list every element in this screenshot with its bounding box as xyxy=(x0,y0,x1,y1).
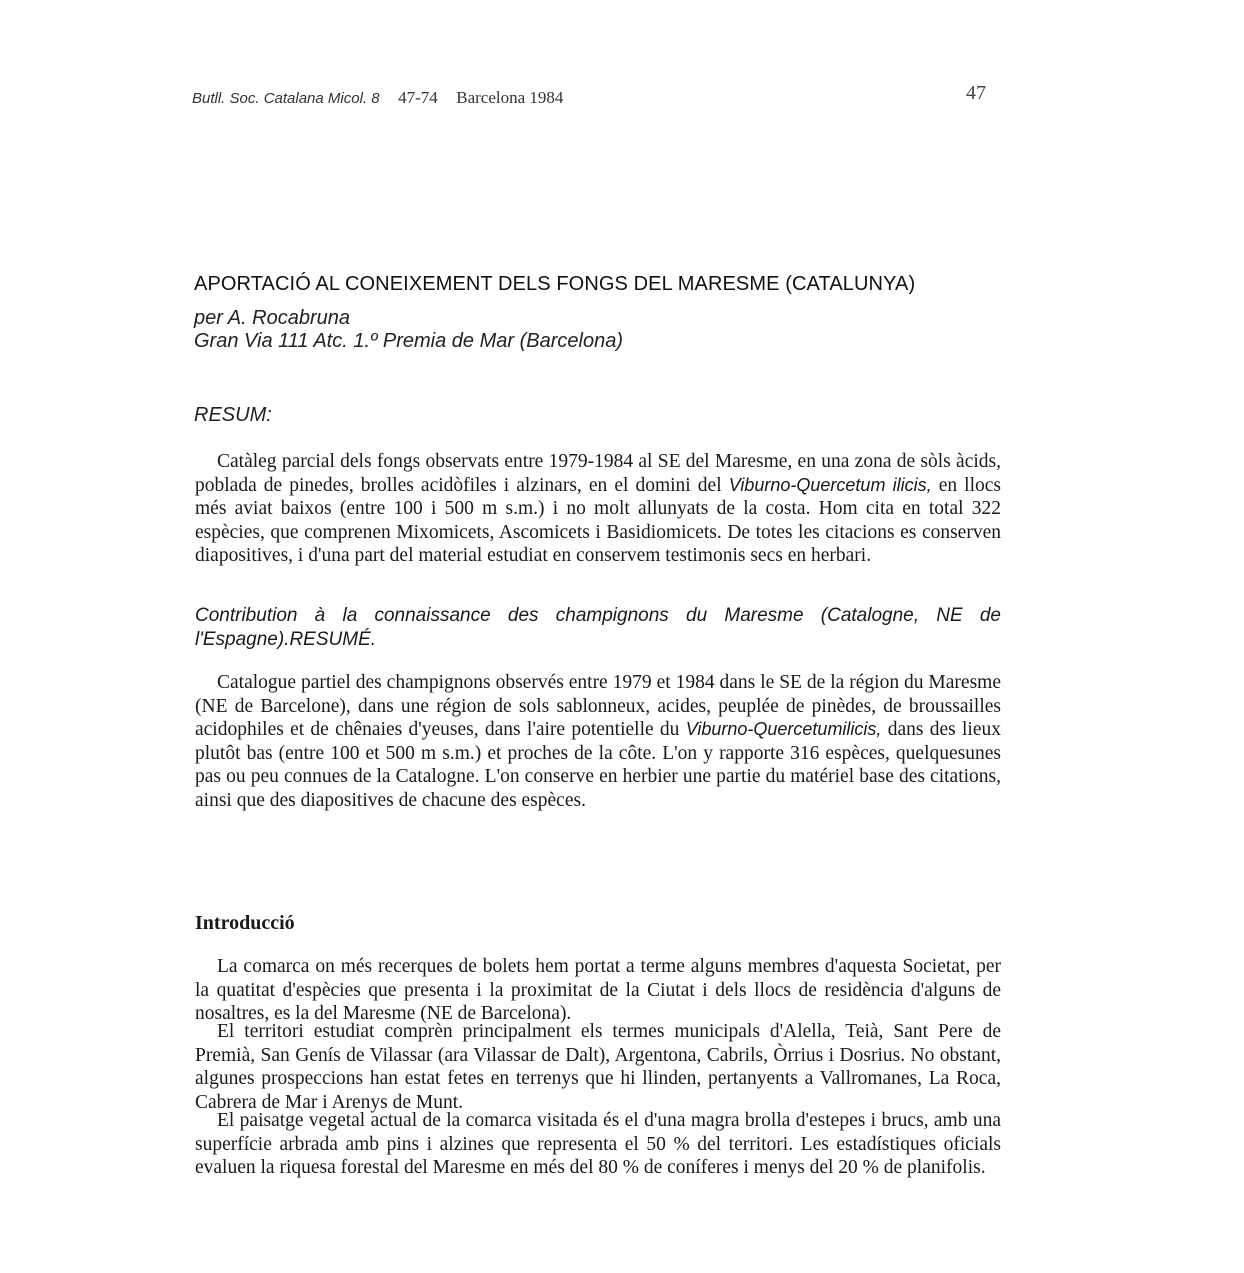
introduccio-heading: Introducció xyxy=(195,912,295,934)
page-number: 47 xyxy=(966,82,986,104)
resum-taxon: Viburno-Quercetum ilicis, xyxy=(728,474,932,495)
resum-paragraph xyxy=(195,450,1001,568)
article-title: APORTACIÓ AL CONEIXEMENT DELS FONGS DEL MARESME (CATALUNYA) xyxy=(194,273,916,295)
french-abstract-title: Contribution à la connaissance des champignons du Maresme (Catalogne, NE de l'Espagne).RESUMÉ. xyxy=(195,605,1001,650)
intro-paragraph-1 xyxy=(195,955,1001,1026)
resum-label: RESUM: xyxy=(194,404,272,426)
resume-text-start: Catalogue partiel des champignons observés entre 1979 et 1984 dans le SE de la région du Maresme (NE de Barcelone), dans une région de sols sablonneux, acides, peuplée de pinèdes, de broussailles acidophiles et de chênaies d'yeuses, dans l'aire potentielle du xyxy=(195,672,1001,740)
french-abstract-paragraph xyxy=(195,671,1001,812)
author-address: Gran Via 111 Atc. 1.º Premia de Mar (Barcelona) xyxy=(194,330,623,352)
intro-p2-text: El territori estudiat comprèn principalment els termes municipals d'Alella, Teià, Sant Pere de Premià, San Genís de Vilassar (ara Vilassar de Dalt), Argentona, Cabrils, Òrrius i Dosrius. No obstant, algunes prospeccions han estat fetes en terrenys que hi llinden, pertanyents a Vallromanes, La Roca, Cabrera de Mar i Arenys de Munt. xyxy=(195,1021,1001,1113)
intro-p3-text: El paisatge vegetal actual de la comarca visitada és el d'una magra brolla d'estepes i brucs, amb una superfície arbrada amb pins i alzines que representa el 50 % del territori. Les estadístiques oficials evaluen la riquesa forestal del Maresme en més del 80 % de coníferes i menys del 20 % de planifolis. xyxy=(195,1110,1001,1178)
journal-citation: Butll. Soc. Catalana Micol. 8 xyxy=(192,90,380,107)
resum-text-start: Catàleg parcial dels fongs observats entre 1979-1984 al SE del Maresme, en una zona de sòls àcids, poblada de pinedes, brolles acidòfiles i alzinars, en el domini del xyxy=(195,451,1001,496)
resume-taxon: Viburno-Quercetumilicis, xyxy=(685,719,882,739)
author-line: per A. Rocabruna xyxy=(194,307,351,329)
running-head xyxy=(192,88,563,108)
page-range: 47-74 xyxy=(398,88,438,107)
resume-text-end: dans des lieux plutôt bas (entre 100 et 500 m s.m.) et proches de la côte. L'on y rapporte 316 espèces, quelquesunes pas ou peu connues de la Catalogne. L'on conserve en herbier une partie du matériel base des citations, ainsi que des diapositives de chacune des espèces. xyxy=(195,719,1001,811)
intro-paragraph-2 xyxy=(195,1020,1001,1114)
intro-p1-text: La comarca on més recerques de bolets hem portat a terme alguns membres d'aquesta Societat, per la quatitat d'espècies que presenta i la proximitat de la Ciutat i dels llocs de residència d'alguns de nosaltres, es la del Maresme (NE de Barcelona). xyxy=(195,956,1001,1024)
intro-paragraph-3 xyxy=(195,1109,1001,1180)
place-year: Barcelona 1984 xyxy=(456,88,564,107)
resum-text-end: en llocs més aviat baixos (entre 100 i 500 m s.m.) i no molt allunyats de la costa. Hom cita en total 322 espècies, que comprenen Mixomicets, Ascomicets i Basidiomicets. De totes les citacions es conserven diapositives, i d'una part del material estudiat en conservem testimonis secs en herbari. xyxy=(195,474,1001,566)
